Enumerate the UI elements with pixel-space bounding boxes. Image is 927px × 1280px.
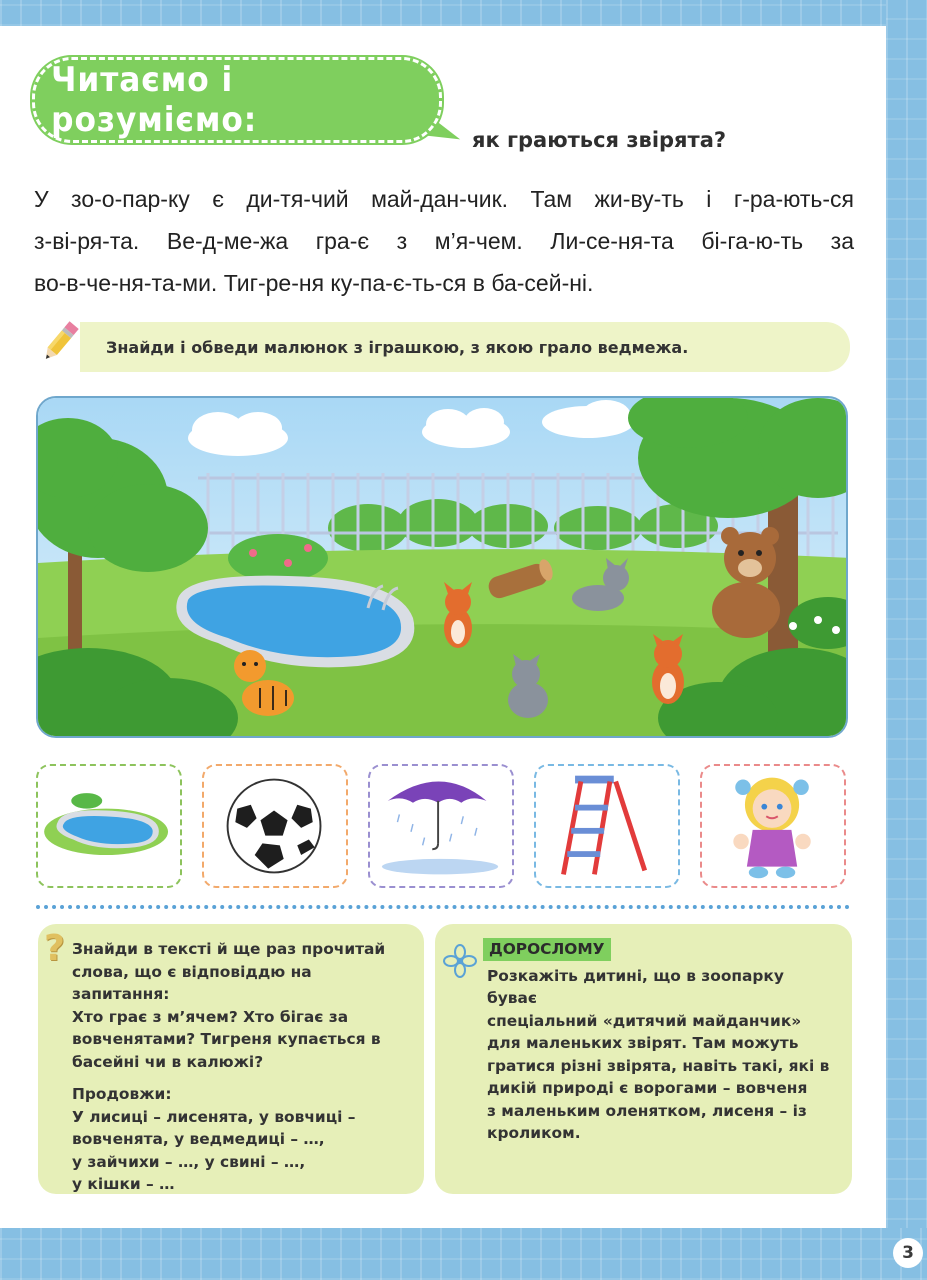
header-bubble: [32, 57, 442, 143]
choice-doll[interactable]: [700, 764, 846, 888]
continue-line: у зайчихи – …, у свині – …,: [72, 1152, 306, 1171]
adult-note-title: ДОРОСЛОМУ: [483, 938, 611, 961]
step-ladder-icon: [536, 766, 678, 886]
zoo-playground-illustration: [36, 396, 848, 738]
question-line: вовченятами? Тигреня купається в: [72, 1030, 381, 1048]
question-line: Знайди в тексті й ще раз прочитай: [72, 940, 386, 958]
dotted-divider: [36, 905, 850, 909]
adult-note-box: [435, 924, 852, 1194]
task-instruction: [80, 322, 850, 372]
continue-line: У лисиці – лисенята, у вовчиці –: [72, 1107, 356, 1126]
continue-label: Продовжи:: [72, 1085, 172, 1103]
question-line: басейні чи в калюжі?: [72, 1052, 264, 1071]
adult-note-line: спеціальний «дитячий майданчик»: [487, 1011, 802, 1030]
choice-pool[interactable]: [36, 764, 182, 888]
adult-note-line: гратися різні звірята, навіть такі, які в: [487, 1056, 830, 1075]
question-line: Хто грає з м’ячем? Хто бігає за: [72, 1007, 349, 1026]
task-text: Знайди і обведи малюнок з іграшкою, з якою грало ведмежа.: [106, 337, 689, 357]
decorative-border-top: [0, 0, 927, 26]
choice-soccer-ball[interactable]: [202, 764, 348, 888]
continue-line: вовченята, у ведмедиці – …,: [72, 1130, 325, 1148]
page-title: Читаємо і розуміємо:: [51, 60, 258, 140]
decorative-border-bottom: [0, 1228, 927, 1280]
adult-note-line: з маленьким оленятком, лисеня – із: [487, 1101, 807, 1120]
choice-umbrella[interactable]: [368, 764, 514, 888]
story-line: во-в-че-ня-та-ми. Тиг-ре-ня ку-па-є-ть-ся в ба-сей-ні.: [34, 270, 594, 296]
adult-note-line: для маленьких звірят. Там можуть: [487, 1034, 799, 1052]
adult-note-line: Розкажіть дитині, що в зоопарку буває: [487, 966, 784, 1007]
question-line: слова, що є відповіддю на запитання:: [72, 962, 312, 1003]
question-box: [38, 924, 424, 1194]
pencil-icon: [38, 318, 82, 366]
story-text: [34, 178, 854, 304]
choice-ladder[interactable]: [534, 764, 680, 888]
flower-icon: [443, 944, 477, 978]
story-line: з-ві-ря-та. Ве-д-ме-жа гра-є з м’я-чем. Ли-се-ня-та бі-га-ю-ть за: [34, 228, 854, 254]
doll-icon: [702, 766, 844, 886]
adult-note-line: дикій природі є ворогами – вовченя: [487, 1079, 808, 1097]
question-mark-icon: ?: [44, 928, 65, 969]
soccer-ball-icon: [204, 766, 346, 886]
pool-icon: [38, 766, 180, 886]
story-line: У зо-о-пар-ку є ди-тя-чий май-дан-чик. Там жи-ву-ть і г-ра-ють-ся: [34, 186, 854, 212]
page-number: 3: [893, 1238, 923, 1268]
continue-line: у кішки – …: [72, 1175, 175, 1193]
decorative-border-right: [886, 0, 927, 1280]
umbrella-rain-icon: [370, 766, 512, 886]
adult-note-line: кроликом.: [487, 1124, 581, 1142]
page-subtitle: як граються звірята?: [472, 128, 727, 152]
